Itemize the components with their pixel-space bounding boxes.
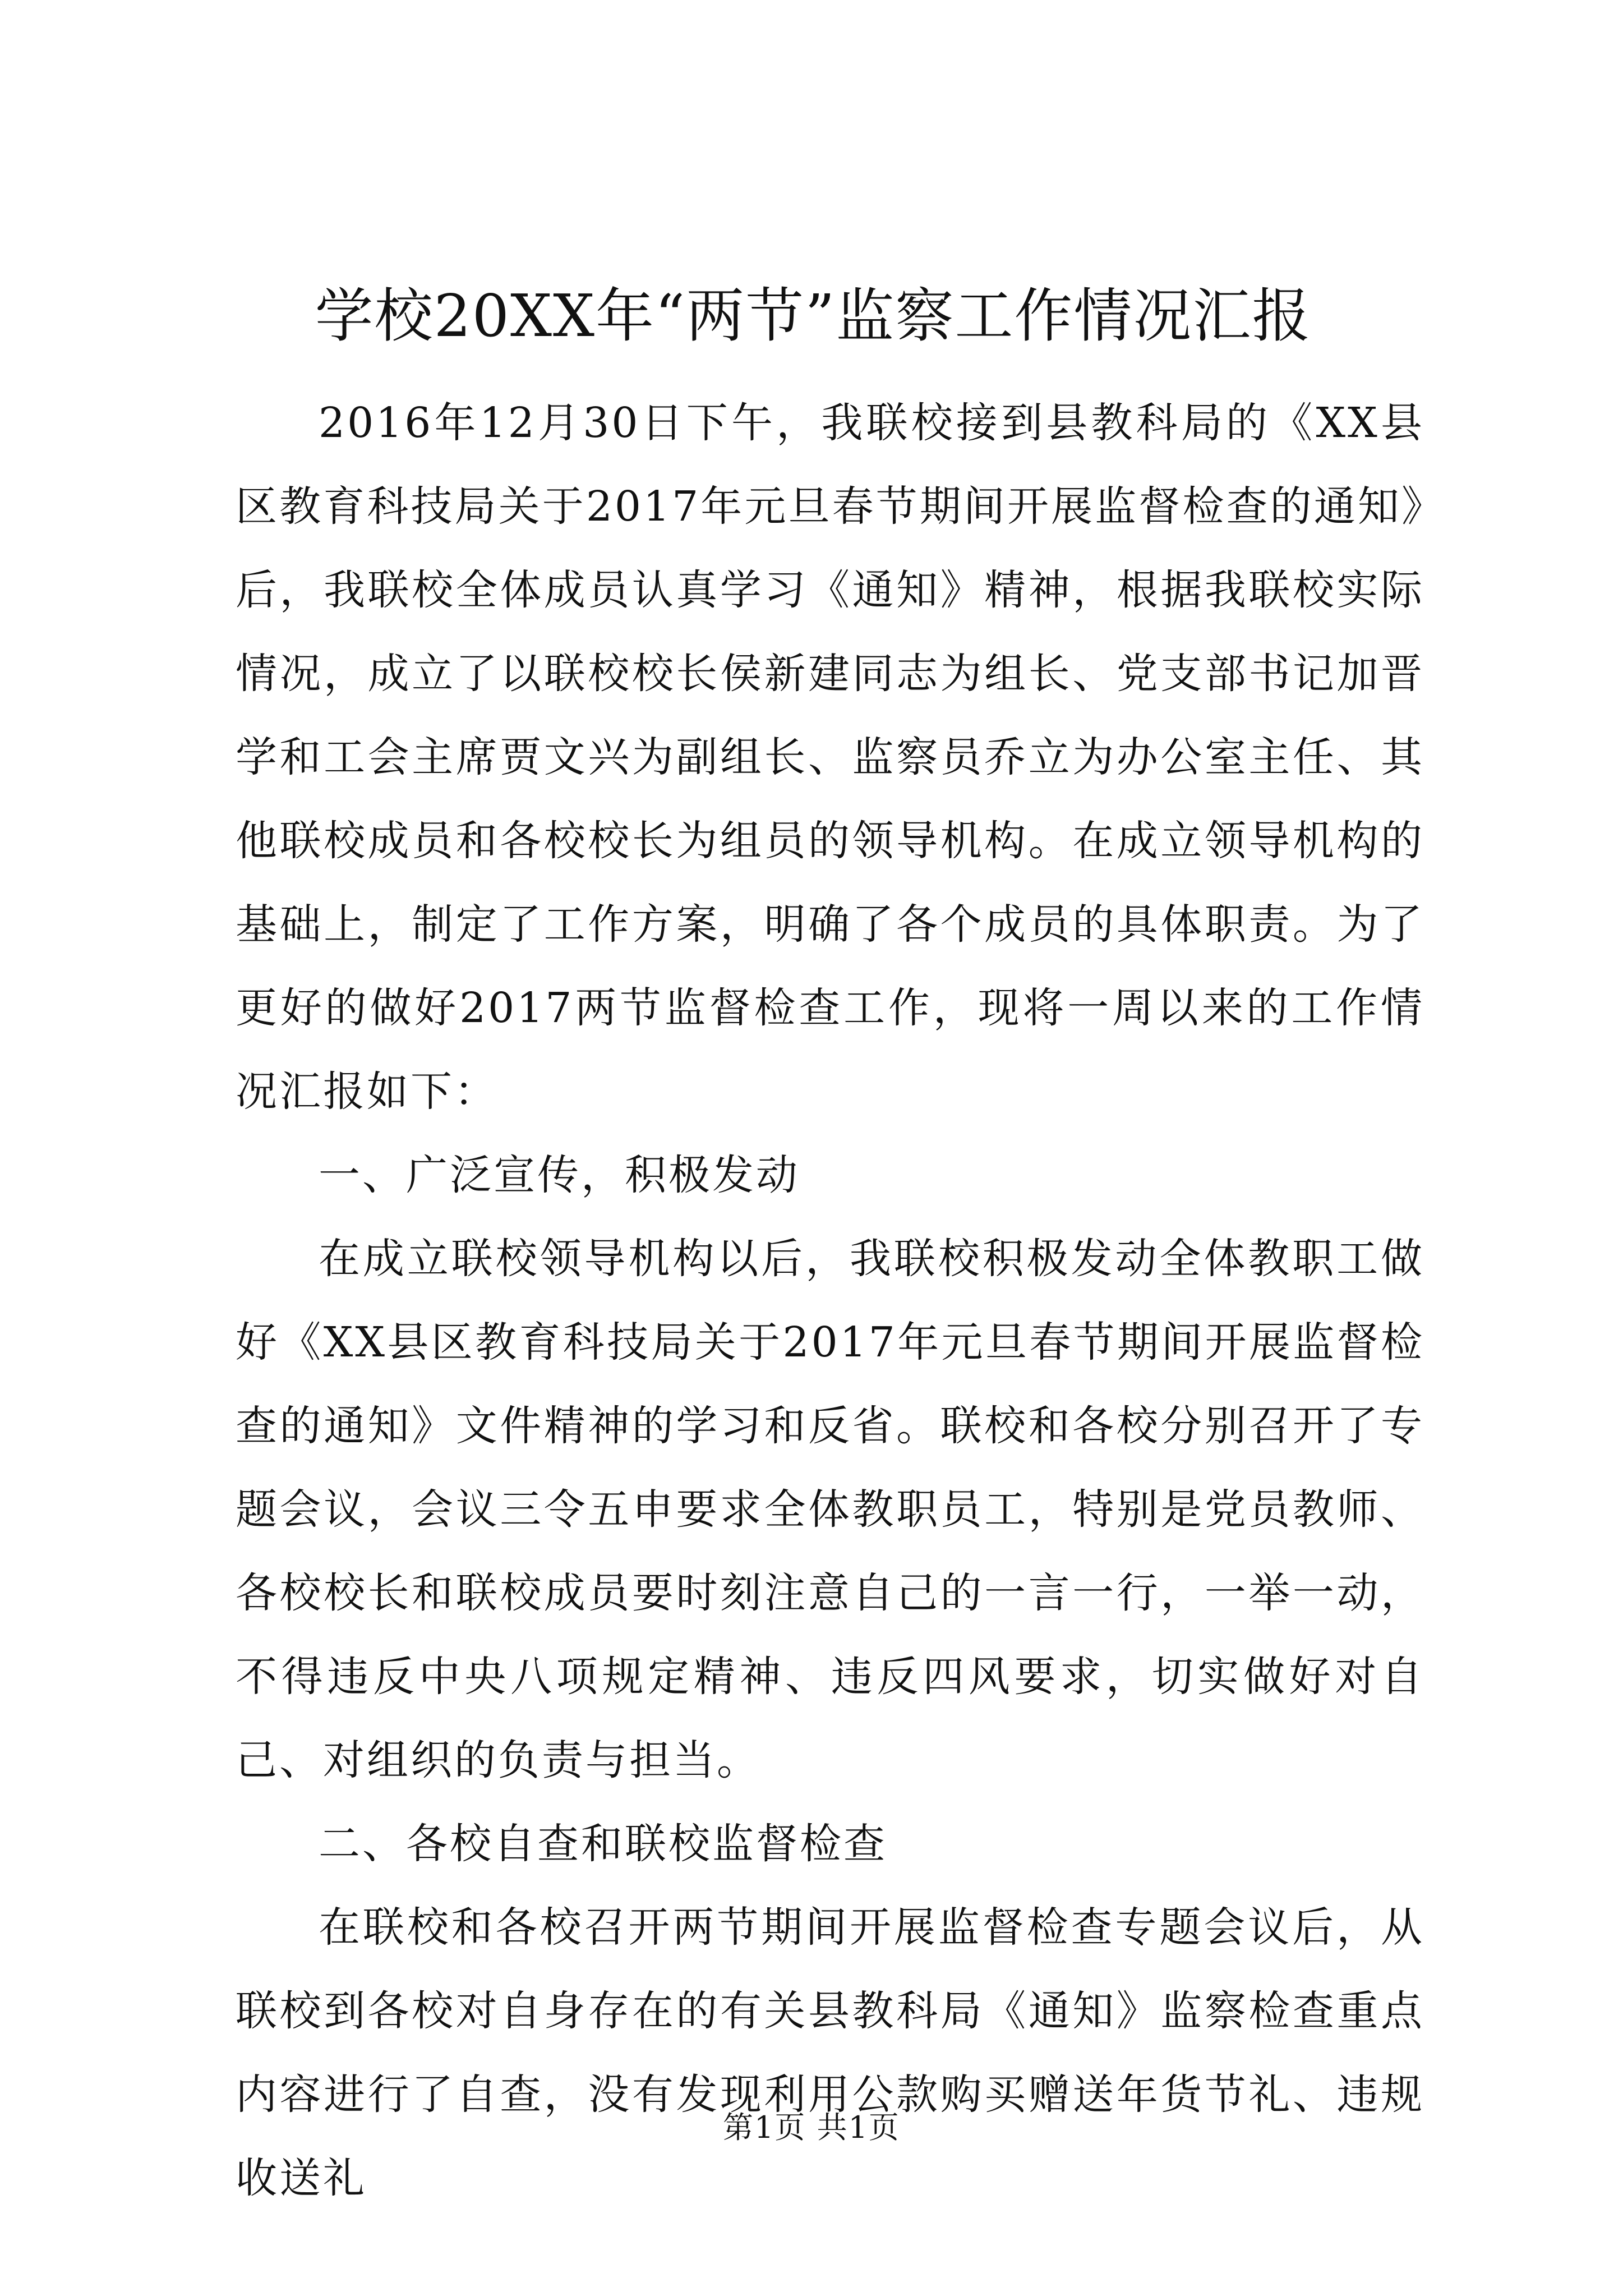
page-footer: 第1页 共1页	[723, 2110, 900, 2145]
paragraph-intro: 2016年12月30日下午，我联校接到县教科局的《XX县区教育科技局关于2017年元旦春节期间开展监督检查的通知》后，我联校全体成员认真学习《通知》精神，根据我联校实际情况，成立了以联校校长侯新建同志为组长、党支部书记加晋学和工会主席贾文兴为副组长、监察员乔立为办公室主任、其他联校成员和各校校长为组员的领导机构。在成立领导机构的基础上，制定了工作方案，明确了各个成员的具体职责。为了更好的做好2017两节监督检查工作，现将一周以来的工作情况汇报如下：	[236, 399, 1424, 1116]
paragraph-section-2: 在联校和各校召开两节期间开展监督检查专题会议后，从联校到各校对自身存在的有关县教科局《通知》监察检查重点内容进行了自查，没有发现利用公款购买赠送年货节礼、违规收送礼	[236, 1903, 1424, 2202]
section-heading-1: 一、广泛宣传，积极发动	[319, 1151, 800, 1199]
document-title: 学校20XX年“两节”监察工作情况汇报	[315, 282, 1312, 350]
paragraph-section-1: 在成立联校领导机构以后，我联校积极发动全体教职工做好《XX县区教育科技局关于2017年元旦春节期间开展监督检查的通知》文件精神的学习和反省。联校和各校分别召开了专题会议，会议三令五申要求全体教职员工，特别是党员教师、各校校长和联校成员要时刻注意自己的一言一行，一举一动，不得违反中央八项规定精神、违反四风要求，切实做好对自己、对组织的负责与担当。	[236, 1235, 1424, 1784]
section-heading-2: 二、各校自查和联校监督检查	[319, 1820, 887, 1868]
document-body	[236, 381, 1424, 2220]
